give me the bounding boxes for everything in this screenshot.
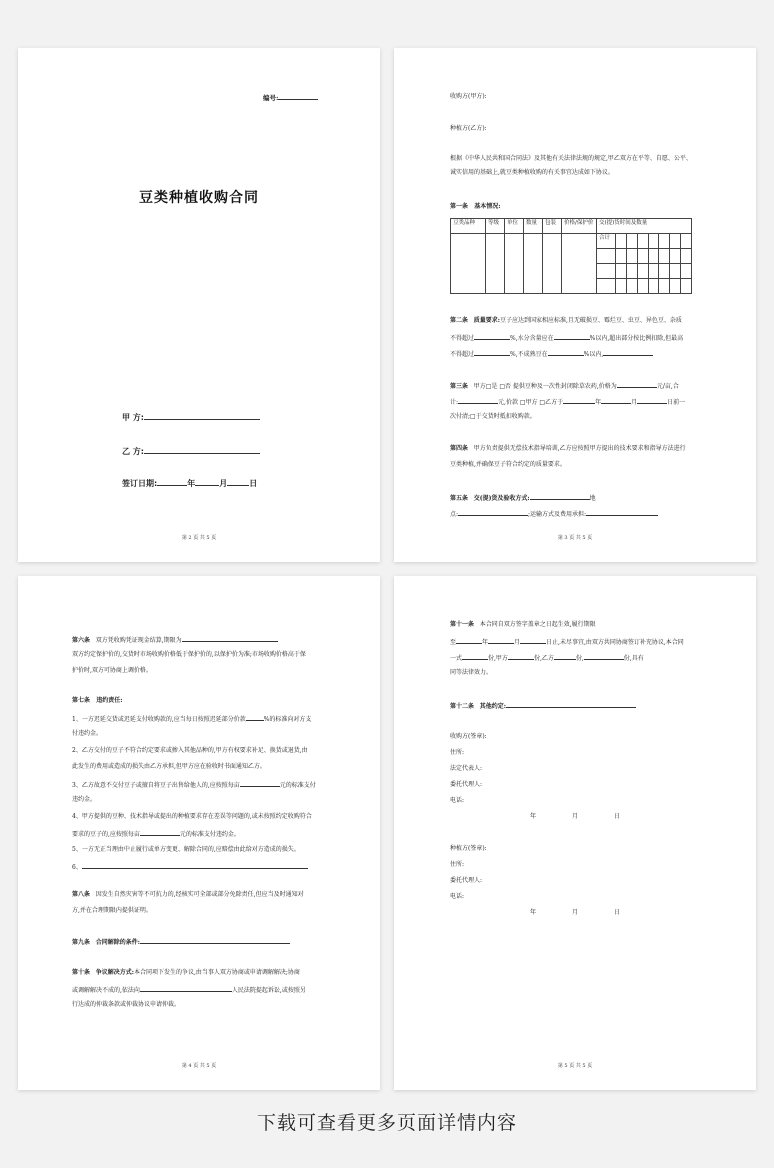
article-4-line-2: 豆类种植,并确保豆子符合约定的质量要求。: [450, 461, 566, 468]
buyer-legal-rep-label: 法定代表人:: [450, 765, 483, 772]
table-subheader: 合计: [597, 234, 616, 249]
article-2-line-1: 第二条 质量要求:豆子应达到国家相应标准,且无破损豆、霉烂豆、虫豆、异色豆、杂质: [450, 317, 682, 324]
buyer-agent-label: 委托代理人:: [450, 781, 483, 788]
grower-agent-label: 委托代理人:: [450, 877, 483, 884]
article-7-item-5: 5、一方无正当理由中止履行或单方变更、解除合同的,应赔偿由此给对方造成的损失。: [72, 846, 300, 853]
article-4-line-1: 第四条 甲方负责提供无偿技术指导培训,乙方应按照甲方提出的技术要求和指导方法进行: [450, 445, 686, 452]
article-7-item-4-cont: 要求的豆子的,应按照每亩 元的标准支付违约金。: [72, 828, 240, 839]
article-7-item-1: 1、一方迟延交货或迟延支付收购款的,应当每日按照迟延部分价款 %的标准向对方支: [72, 713, 311, 724]
page-footer: 第 5 页 共 5 页: [557, 1062, 593, 1069]
grower-phone-label: 电话:: [450, 893, 465, 900]
article-11-line-1: 第十一条 本合同自双方签字盖章之日起生效,履行期限: [450, 621, 596, 628]
page-footer: 第 4 页 共 5 页: [181, 1062, 217, 1069]
article-7-item-2: 2、乙方交付的豆子不符合约定要求或掺入其他品种的,甲方有权要求补足、换货或退货,由: [72, 747, 308, 754]
grower-label: 种植方(乙方):: [450, 125, 487, 132]
grower-date-year: 年: [530, 909, 537, 916]
grower-date-day: 日: [614, 909, 621, 916]
article-6-line-2: 双方约定保护价的,交货时市场收购价格低于保护价的,以保护价为准;市场收购价格高于保: [72, 651, 306, 658]
basic-info-table: [450, 218, 692, 294]
article-5-line-2: 点: ;运输方式及费用承担:: [450, 508, 658, 519]
article-7-item-1-cont: 付违约金。: [72, 730, 103, 737]
article-10-line-3: 行达成的仲裁条款或仲裁协议申请仲裁。: [72, 1001, 181, 1008]
buyer-date-day: 日: [614, 813, 621, 820]
party-a-line: 甲 方:: [122, 410, 260, 424]
article-7-heading: 第七条 违约责任:: [72, 697, 123, 704]
intro-line-1: 根据《中华人民共和国合同法》及其他有关法律法规的规定,甲乙双方在平等、自愿、公平、: [450, 155, 692, 162]
article-9-line: 第九条 合同解除的条件:: [72, 936, 290, 947]
table-header: 单位: [505, 219, 524, 234]
article-10-line-1: 第十条 争议解决方式:本合同项下发生的争议,由当事人双方协商或申请调解解决;协商: [72, 969, 300, 976]
page-cover: [18, 48, 380, 562]
contract-number: 编号:: [263, 92, 318, 104]
article-7-item-3: 3、乙方故意不交付豆子或擅自将豆子出售给他人的,应按照每亩 元的标准支付: [72, 779, 316, 790]
table-header: 价格/保护价: [562, 219, 597, 234]
table-header: 数量: [524, 219, 543, 234]
table-header: 豆类品种: [451, 219, 486, 234]
buyer-date-month: 月: [572, 813, 579, 820]
party-b-line: 乙 方:: [122, 444, 260, 458]
article-7-item-3-cont: 违约金。: [72, 796, 97, 803]
article-8-line-1: 第八条 因发生自然灾害等不可抗力的,经核实可全部或部分免除责任,但应当及时通知对: [72, 891, 304, 898]
article-8-line-2: 方,并在合理期限内提供证明。: [72, 907, 152, 914]
buyer-sign-label: 收购方(签章):: [450, 733, 487, 740]
article-3-line-3: 次付清;□于交货时抵扣收购款。: [450, 413, 536, 420]
table-header: 交(提)货时间及数量: [597, 219, 692, 234]
grower-address-label: 住所:: [450, 861, 465, 868]
table-header: 等级: [486, 219, 505, 234]
article-7-item-4: 4、甲方提供的豆种、技术指导或提出的种植要求存在差误等问题的,或未按照约定收购符合: [72, 813, 312, 820]
buyer-address-label: 住所:: [450, 749, 465, 756]
grower-sign-label: 种植方(签章):: [450, 845, 487, 852]
article-11-line-3: 一式 份,甲方 份,乙方 份, 份,具有: [450, 652, 644, 663]
page-articles-3: [394, 576, 756, 1090]
article-6-line-3: 护价时,双方可协商上调价格。: [72, 667, 152, 674]
download-caption[interactable]: 下载可查看更多页面详情内容: [256, 1112, 517, 1134]
article-3-line-2: 计: 元,价款 □甲方 □乙方于 年 月 日前一: [450, 396, 685, 407]
article-2-line-3: 不得超过 %,不成熟豆在 %以内,: [450, 348, 653, 359]
article-11-line-4: 同等法律效力。: [450, 669, 493, 676]
sign-date-line: 签订日期: 年 月 日: [122, 476, 257, 490]
grower-date-month: 月: [572, 909, 579, 916]
page-articles-2: [18, 576, 380, 1090]
article-3-line-1: 第三条 甲方□是 □否 提供豆种及一次性封闭除草农药,价格为 元/亩,合: [450, 380, 679, 391]
buyer-date-year: 年: [530, 813, 537, 820]
article-5-line-1: 第五条 交(提)货及验收方式: 地: [450, 492, 596, 503]
page-articles-1: [394, 48, 756, 562]
article-1-heading: 第一条 基本情况:: [450, 203, 501, 210]
article-2-line-2: 不得超过 %,水分含量应在 %以内,超出部分按比例扣除,但最高: [450, 332, 683, 343]
buyer-label: 收购方(甲方):: [450, 93, 487, 100]
article-7-item-2-cont: 此发生的费用或造成的损失由乙方承担,但甲方应在验收时书面通知乙方。: [72, 763, 266, 770]
article-7-item-6: 6、: [72, 861, 308, 872]
article-11-line-2: 至 年 月 日止,未尽事宜,由双方共同协商签订补充协议,本合同: [450, 636, 684, 647]
buyer-phone-label: 电话:: [450, 797, 465, 804]
page-footer: 第 3 页 共 5 页: [557, 534, 593, 541]
page-footer: 第 2 页 共 5 页: [181, 534, 217, 541]
document-title: 豆类种植收购合同: [139, 190, 259, 206]
table-header: 包装: [543, 219, 562, 234]
article-12-line: 第十二条 其他约定:: [450, 700, 636, 711]
article-10-line-2: 或调解解决不成的,依法向 人民法院提起诉讼,或按照另: [72, 984, 306, 995]
intro-line-2: 诚实信用的基础上,就豆类种植收购的有关事宜达成如下协议。: [450, 169, 614, 176]
article-6-line-1: 第六条 双方凭收购凭证现金结算,期限为: [72, 634, 278, 645]
